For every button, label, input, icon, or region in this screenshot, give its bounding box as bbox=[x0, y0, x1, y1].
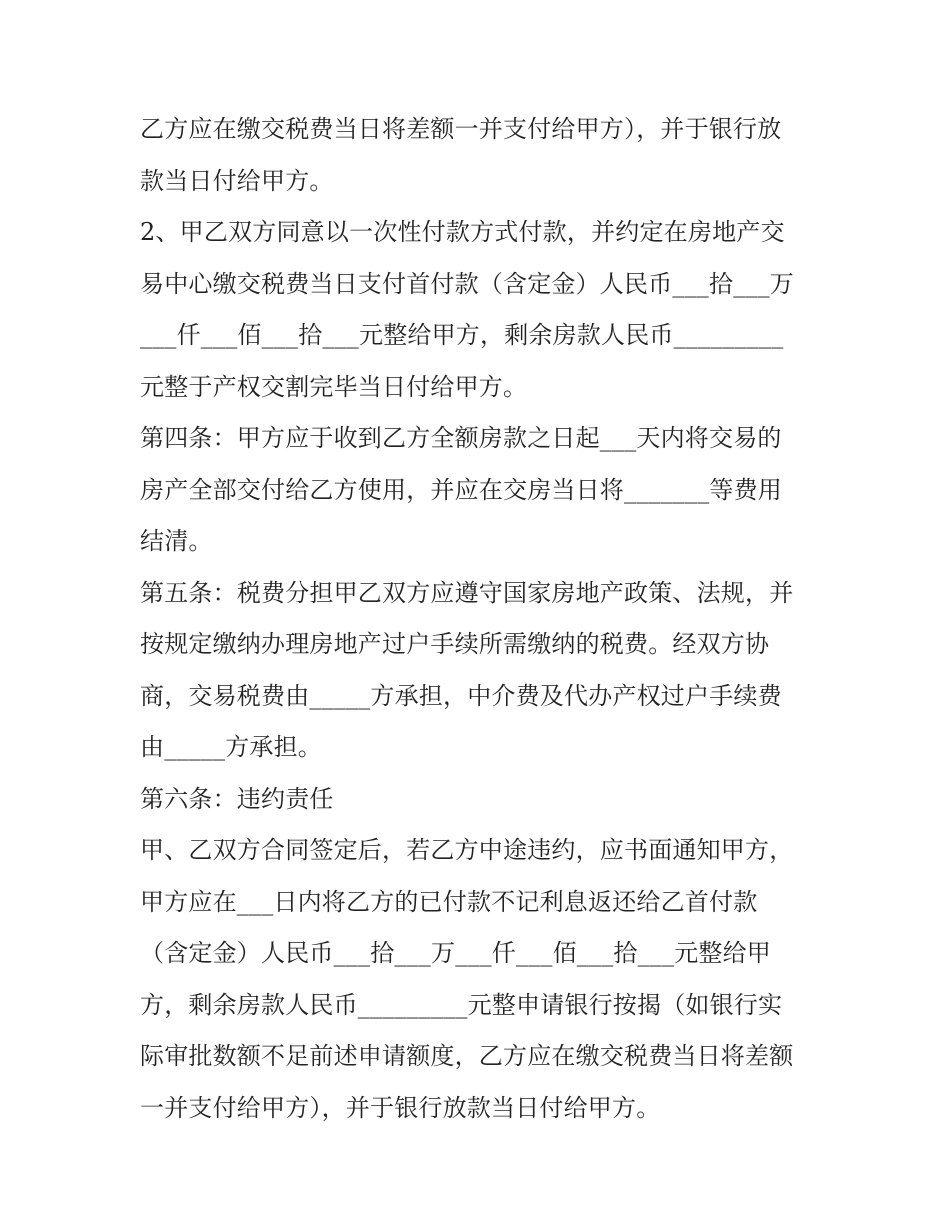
text-line: 由_____方承担。 bbox=[140, 733, 322, 761]
text-line: ___仟___佰___拾___元整给甲方，剩余房款人民币_________ bbox=[140, 321, 784, 349]
contract-text-block bbox=[140, 104, 820, 1134]
text-line: （含定金）人民币___拾___万___仟___佰___拾___元整给甲 bbox=[140, 939, 771, 967]
text-line: 甲方应在___日内将乙方的已付款不记利息返还给乙首付款 bbox=[140, 887, 758, 916]
text-line: 元整于产权交割完毕当日付给甲方。 bbox=[140, 372, 528, 401]
text-line: 按规定缴纳办理房地产过户手续所需缴纳的税费。经双方协 bbox=[140, 630, 770, 658]
text-line: 房产全部交付给乙方使用，并应在交房当日将_______等费用 bbox=[140, 475, 782, 504]
text-line: 乙方应在缴交税费当日将差额一并支付给甲方），并于银行放 bbox=[140, 115, 782, 143]
text-line: 结清。 bbox=[140, 527, 213, 555]
text-line: 一并支付给甲方），并于银行放款当日付给甲方。 bbox=[140, 1093, 661, 1122]
text-line: 际审批数额不足前述申请额度，乙方应在缴交税费当日将差额 bbox=[140, 1042, 794, 1070]
text-line: 甲、乙双方合同签定后，若乙方中途违约，应书面通知甲方， bbox=[140, 836, 794, 864]
text-line: 方，剩余房款人民币_________元整申请银行按揭（如银行实 bbox=[140, 990, 783, 1019]
text-line: 第四条：甲方应于收到乙方全额房款之日起___天内将交易的 bbox=[140, 424, 782, 452]
text-line: 2、甲乙双方同意以一次性付款方式付款，并约定在房地产交 bbox=[140, 218, 785, 246]
text-line: 第六条：违约责任 bbox=[140, 784, 334, 813]
text-line: 第五条：税费分担甲乙双方应遵守国家房地产政策、法规，并 bbox=[140, 578, 794, 607]
text-line: 款当日付给甲方。 bbox=[140, 166, 334, 195]
text-line: 易中心缴交税费当日支付首付款（含定金）人民币___拾___万 bbox=[140, 269, 794, 298]
text-line: 商，交易税费由_____方承担，中介费及代办产权过户手续费 bbox=[140, 681, 782, 710]
